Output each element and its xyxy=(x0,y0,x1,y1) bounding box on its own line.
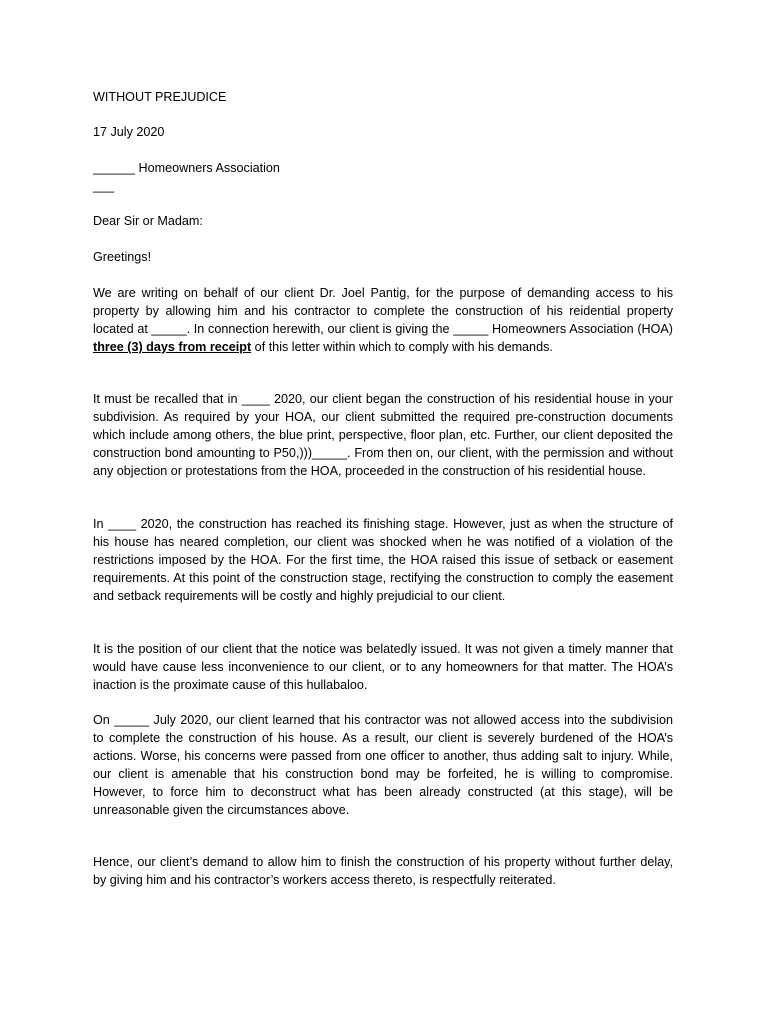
letter-header: WITHOUT PREJUDICE xyxy=(93,90,227,104)
paragraph-5: On _____ July 2020, our client learned that his contractor was not allowed access into the subdivision to complete the construction of his house. As a result, our client is severely burdened of the HOA’s actions. Worse, his concerns were passed from one officer to another, thus adding salt to injury. While, our client is amenable that his construction bond may be forfeited, he is willing to compromise. However, to force him to deconstruct what has been already constructed (at this stage), will be unreasonable given the circumstances above. xyxy=(93,713,673,817)
paragraph-3: In ____ 2020, the construction has reached its finishing stage. However, just as when the structure of his house has neared completion, our client was shocked when he was notified of a violation of the restrictions imposed by the HOA. For the first time, the HOA raised this issue of setback or easement requirements. At this point of the construction stage, rectifying the construction to comply the easement and setback requirements will be costly and highly prejudicial to our client. xyxy=(93,517,673,603)
paragraph-1-text-end: of this letter within which to comply with his demands. xyxy=(251,340,553,354)
paragraph-6: Hence, our client’s demand to allow him to finish the construction of his property without further delay, by giving him and his contractor’s workers access thereto, is respectfully reiterated. xyxy=(93,855,673,887)
paragraph-1 xyxy=(93,284,673,356)
salutation: Dear Sir or Madam: xyxy=(93,214,203,228)
greeting: Greetings! xyxy=(93,250,152,264)
letter-date: 17 July 2020 xyxy=(93,125,165,139)
paragraph-2: It must be recalled that in ____ 2020, our client began the construction of his residential house in your subdivision. As required by your HOA, our client submitted the required pre-construction documents which include among others, the blue print, perspective, floor plan, etc. Further, our client deposited the construction bond amounting to P50,)))_____. From then on, our client, with the permission and without any objection or protestations from the HOA, proceeded in the construction of his residential house. xyxy=(93,392,673,478)
paragraph-1-text-start: We are writing on behalf of our client Dr. Joel Pantig, for the purpose of demanding access to his property by allowing him and his contractor to complete the construction of his reidential property located at _____. In connection herewith, our client is giving the _____ Homeowners Association (HOA) xyxy=(93,286,673,336)
deadline-emphasis: three (3) days from receipt xyxy=(93,340,252,354)
paragraph-4: It is the position of our client that the notice was belatedly issued. It was not given a timely manner that would have cause less inconvenience to our client, or to any homeowners for that matter. The HOA’s inaction is the proximate cause of this hullabaloo. xyxy=(93,642,673,692)
addressee-line-1: ______ Homeowners Association xyxy=(93,161,280,175)
addressee-line-2: ___ xyxy=(93,179,115,193)
